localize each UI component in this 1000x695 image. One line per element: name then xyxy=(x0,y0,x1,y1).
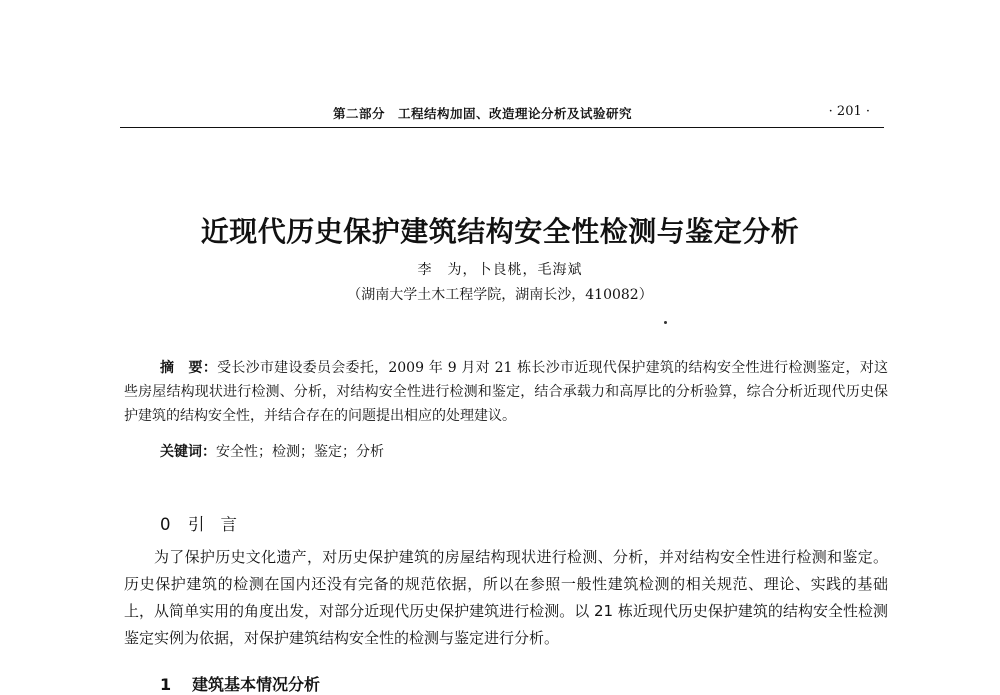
intro-paragraph: 为了保护历史文化遗产，对历史保护建筑的房屋结构现状进行检测、分析，并对结构安全性进行检测和鉴定。历史保护建筑的检测在国内还没有完备的规范依据，所以在参照一般性建筑检测的相关规范、理论、实践的基础上，从简单实用的角度出发，对部分近现代历史保护建筑进行检测。以 21 栋近现代历史保护建筑的结构安全性检测鉴定实例为依据，对保护建筑结构安全性的检测与鉴定进行分析。 xyxy=(124,548,888,647)
running-head xyxy=(120,102,884,124)
header-rule xyxy=(120,127,884,128)
section-title: 建筑基本情况分析 xyxy=(192,675,321,694)
section-heading-intro xyxy=(160,511,253,535)
affiliation: （湖南大学土木工程学院，湖南长沙，410082） xyxy=(347,287,653,303)
paper-title: 近现代历史保护建筑结构安全性检测与鉴定分析 xyxy=(200,215,800,248)
abstract-text: 受长沙市建设委员会委托，2009 年 9 月对 21 栋长沙市近现代保护建筑的结构安全性进行检测鉴定，对这些房屋结构现状进行检测、分析，对结构安全性进行检测和鉴定，结合承载力和高厚比的分析验算，综合分析近现代历史保护建筑的结构安全性，并结合存在的问题提出相应的处理建议。 xyxy=(124,360,888,424)
abstract-label: 摘 要： xyxy=(160,360,218,376)
scan-speck xyxy=(664,321,667,324)
section-number: 1 xyxy=(160,675,172,694)
abstract xyxy=(124,356,888,428)
section-number: 0 xyxy=(160,515,171,534)
section-title: 引言 xyxy=(188,515,253,534)
keywords-label: 关键词： xyxy=(160,444,216,460)
keywords-text: 安全性；检测；鉴定；分析 xyxy=(216,444,384,460)
running-head-section: 第二部分 工程结构加固、改造理论分析及试验研究 xyxy=(333,106,633,121)
page-number: · 201 · xyxy=(828,104,870,119)
authors: 李 为，卜良桃，毛海斌 xyxy=(417,262,583,278)
keywords xyxy=(160,441,384,461)
